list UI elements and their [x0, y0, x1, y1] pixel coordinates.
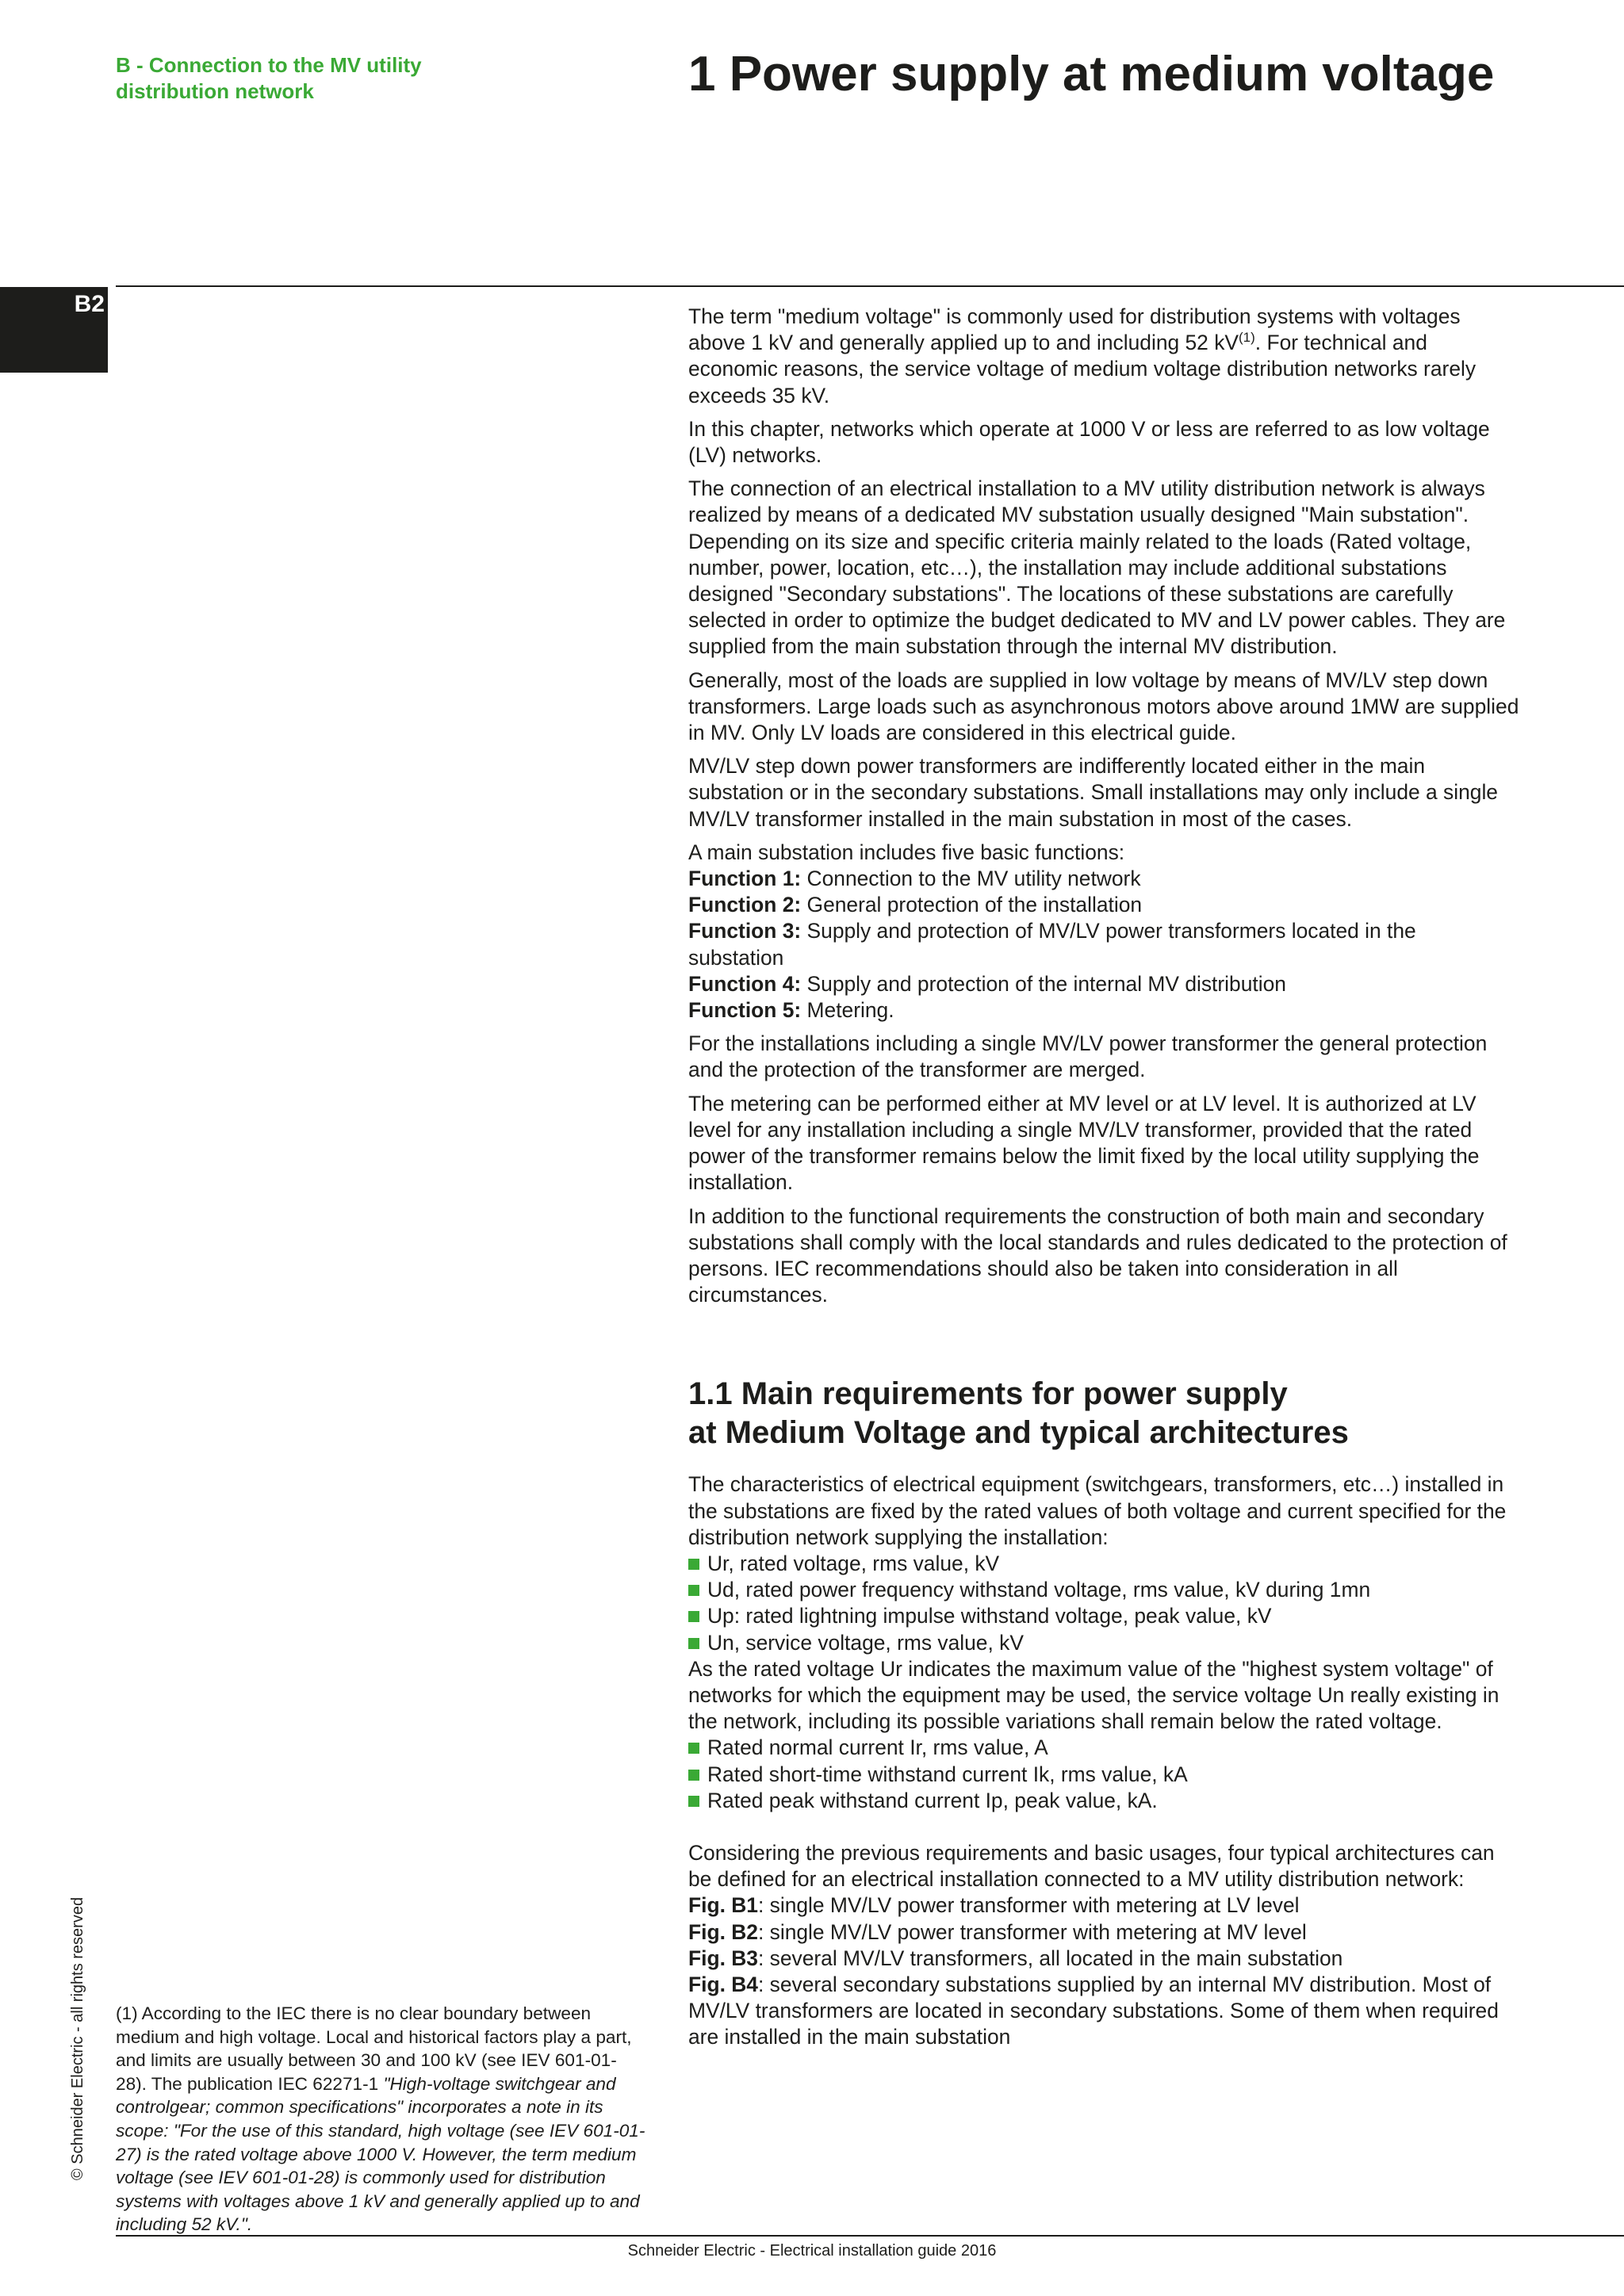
top-divider	[116, 285, 1624, 287]
functions-intro: A main substation includes five basic functions:	[688, 840, 1125, 864]
function-label: Function 1:	[688, 867, 802, 891]
function-label: Function 3:	[688, 919, 802, 943]
bullet-icon	[688, 1770, 699, 1781]
chapter-title	[116, 52, 607, 105]
bullet-icon	[688, 1743, 699, 1754]
copyright-notice: © Schneider Electric - all rights reserved	[69, 1896, 86, 2180]
list-item-text: Rated peak withstand current Ip, peak value, kA.	[707, 1788, 1158, 1812]
list-item	[688, 1577, 1522, 1603]
figure-item	[688, 1892, 1522, 1919]
list-item	[688, 1762, 1522, 1788]
footnote-ref[interactable]: (1)	[1239, 330, 1255, 346]
figure-item	[688, 1946, 1522, 1972]
function-text: General protection of the installation	[801, 893, 1143, 917]
figure-text: : single MV/LV power transformer with metering at MV level	[757, 1919, 1307, 1944]
figure-text: : several MV/LV transformers, all located in the main substation	[757, 1946, 1343, 1970]
functions-block	[688, 840, 1522, 1024]
list-item-text: Un, service voltage, rms value, kV	[707, 1630, 1024, 1655]
function-text: Connection to the MV utility network	[801, 867, 1141, 891]
current-list	[688, 1735, 1522, 1814]
footnote	[116, 2002, 647, 2237]
list-item	[688, 1735, 1522, 1761]
bullet-icon	[688, 1559, 699, 1570]
figure-label[interactable]: Fig. B2	[688, 1919, 758, 1944]
section-heading-line1: 1.1 Main requirements for power supply	[688, 1376, 1288, 1412]
function-item	[688, 892, 1522, 918]
figure-label[interactable]: Fig. B3	[688, 1946, 758, 1970]
figure-text: : single MV/LV power transformer with metering at LV level	[757, 1893, 1300, 1918]
section-heading	[688, 1375, 1522, 1452]
bullet-icon	[688, 1796, 699, 1807]
voltage-list	[688, 1551, 1522, 1656]
figure-item	[688, 1919, 1522, 1946]
list-item	[688, 1551, 1522, 1577]
section-paragraph-3: Considering the previous requirements and basic usages, four typical architectures can be defined for an electrical installation connected to a MV utility distribution network:	[688, 1840, 1495, 1892]
footnote-text: (1) According to the IEC there is no clear boundary between medium and high voltage. Local and historical factors play a part, and limits are usually between 30 and 100 kV (see IEV 601-01-28). The publication IEC 62271-1	[116, 2003, 632, 2094]
figure-text: : several secondary substations supplied by an internal MV distribution. Most of MV/LV transformers are located in secondary substations. Some of them when required are installed in the main substation	[688, 1972, 1499, 2049]
chapter-title-line2: distribution network	[116, 79, 314, 103]
function-item	[688, 866, 1522, 892]
intro-paragraph-8: The metering can be performed either at MV level or at LV level. It is authorized at LV level for any installation including a single MV/LV transformer, provided that the rated power of the transformer remains below the limit fixed by the local utility supplying the installation.	[688, 1091, 1480, 1195]
intro-paragraph-1	[688, 304, 1522, 409]
figure-item	[688, 1972, 1522, 2051]
figure-label[interactable]: Fig. B1	[688, 1893, 758, 1918]
intro-paragraph-7: For the installations including a single MV/LV power transformer the general protection and the protection of the transformer are merged.	[688, 1031, 1488, 1082]
intro-paragraph-5: MV/LV step down power transformers are indifferently located either in the main substation or in the secondary substations. Small installations may only include a single MV/LV transformer installed in the main substation in most of the cases.	[688, 754, 1498, 831]
page-number: B2	[74, 291, 105, 317]
function-label: Function 2:	[688, 893, 802, 917]
list-item-text: Rated short-time withstand current Ik, rms value, kA	[707, 1762, 1188, 1786]
section-heading-line2: at Medium Voltage and typical architectures	[688, 1415, 1349, 1451]
list-item	[688, 1603, 1522, 1629]
intro-paragraph-3: The connection of an electrical installation to a MV utility distribution network is always realized by means of a dedicated MV substation usually designed "Main substation". Depending on its size and specific criteria mainly related to the loads (Rated voltage, number, power, location, etc…), the installation may include additional substations designed "Secondary substations". The locations of these substations are carefully selected in order to optimize the budget dedicated to MV and LV power cables. They are supplied from the main substation through the internal MV distribution.	[688, 476, 1506, 659]
main-column	[688, 304, 1522, 2051]
function-text: Supply and protection of the internal MV distribution	[801, 971, 1286, 996]
figure-label[interactable]: Fig. B4	[688, 1972, 758, 1996]
list-item-text: Ud, rated power frequency withstand voltage, rms value, kV during 1mn	[707, 1578, 1371, 1602]
page-title: 1 Power supply at medium voltage	[688, 47, 1495, 101]
function-item	[688, 971, 1522, 997]
intro-paragraph-4: Generally, most of the loads are supplied in low voltage by means of MV/LV step down transformers. Large loads such as asynchronous motors above around 1MW are supplied in MV. Only LV loads are considered in this electrical guide.	[688, 668, 1519, 745]
figure-list	[688, 1892, 1522, 2050]
function-item	[688, 918, 1426, 970]
page-tab	[0, 287, 108, 373]
list-item-text: Ur, rated voltage, rms value, kV	[707, 1551, 1000, 1575]
text-run: . For technical and economic reasons, the service voltage of medium voltage distribution networks rarely exceeds 35 kV.	[688, 331, 1477, 408]
list-item	[688, 1630, 1522, 1656]
function-label: Function 5:	[688, 998, 802, 1023]
section-paragraph-2: As the rated voltage Ur indicates the maximum value of the "highest system voltage" of networks for which the equipment may be used, the service voltage Un really existing in the network, including its possible variations shall remain below the rated voltage.	[688, 1656, 1500, 1734]
function-text: Supply and protection of MV/LV power transformers located in the substation	[688, 919, 1416, 970]
page-footer: Schneider Electric - Electrical installation guide 2016	[627, 2242, 997, 2260]
bullet-icon	[688, 1611, 699, 1622]
function-text: Metering.	[801, 998, 894, 1023]
list-item-text: Up: rated lightning impulse withstand voltage, peak value, kV	[707, 1604, 1272, 1628]
footnote-quote: "High-voltage switchgear and controlgear; common specifications" incorporates a note in its scope: "For the use of this standard, high voltage (see IEV 601-01-27) is the rated voltage above 1000 V. However, the term medium voltage (see IEV 601-01-28) is commonly used for distribution systems with voltages above 1 kV and generally applied up to and including 52 kV.".	[116, 2073, 645, 2235]
spacer	[688, 1814, 1522, 1840]
list-item	[688, 1788, 1522, 1814]
text-run: The term "medium voltage" is commonly used for distribution systems with voltages above 1 kV and generally applied up to and including 52 kV	[688, 304, 1461, 355]
function-item	[688, 997, 1522, 1024]
intro-paragraph-9: In addition to the functional requirements the construction of both main and secondary substations shall comply with the local standards and rules dedicated to the protection of persons. IEC recommendations should also be taken into consideration in all circumstances.	[688, 1203, 1507, 1307]
bottom-divider	[116, 2235, 1624, 2237]
bullet-icon	[688, 1585, 699, 1596]
intro-paragraph-2: In this chapter, networks which operate at 1000 V or less are referred to as low voltage (LV) networks.	[688, 416, 1490, 468]
list-item-text: Rated normal current Ir, rms value, A	[707, 1735, 1048, 1760]
chapter-title-line1: B - Connection to the MV utility	[116, 53, 422, 77]
bullet-icon	[688, 1638, 699, 1649]
section-paragraph-1: The characteristics of electrical equipment (switchgears, transformers, etc…) installed in the substations are fixed by the rated values of both voltage and current specified for the distribution network supplying the installation:	[688, 1472, 1507, 1549]
function-label: Function 4:	[688, 971, 802, 996]
